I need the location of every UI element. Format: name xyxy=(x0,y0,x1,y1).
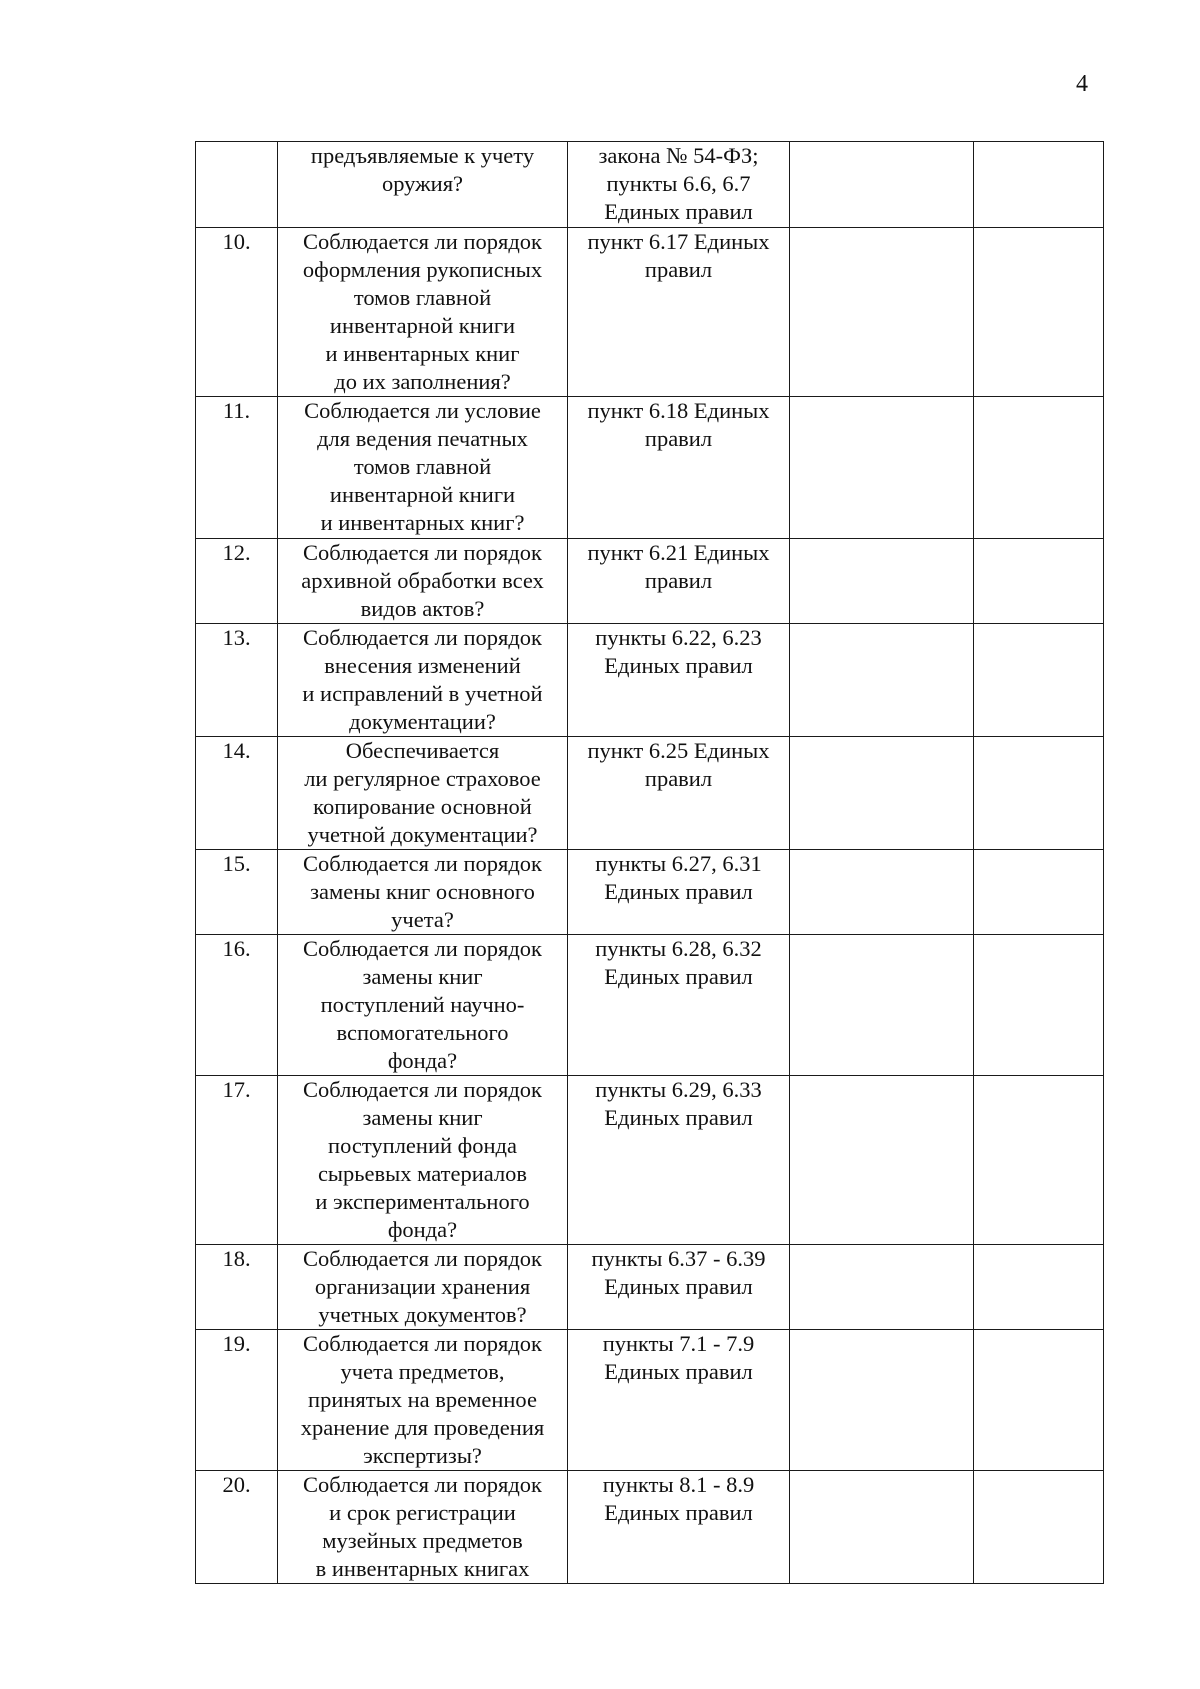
question-cell: Соблюдается ли порядок замены книг поступлений фонда сырьевых материалов и экспериментального фонда? xyxy=(278,1076,568,1245)
table-row xyxy=(196,228,1104,397)
note-cell xyxy=(974,539,1104,624)
reference-cell: пункты 6.29, 6.33 Единых правил xyxy=(568,1076,790,1245)
page-number: 4 xyxy=(1076,71,1088,97)
checklist-table xyxy=(195,141,1104,1584)
reference-cell: пункты 6.22, 6.23 Единых правил xyxy=(568,624,790,737)
answer-cell xyxy=(790,1245,974,1330)
answer-cell xyxy=(790,737,974,850)
answer-cell xyxy=(790,397,974,539)
question-cell: предъявляемые к учету оружия? xyxy=(278,142,568,228)
answer-cell xyxy=(790,1076,974,1245)
row-number: 12. xyxy=(196,539,278,624)
row-number: 17. xyxy=(196,1076,278,1245)
answer-cell xyxy=(790,1330,974,1471)
table-row xyxy=(196,397,1104,539)
table-row xyxy=(196,624,1104,737)
note-cell xyxy=(974,1330,1104,1471)
row-number: 13. xyxy=(196,624,278,737)
note-cell xyxy=(974,142,1104,228)
table-row xyxy=(196,1471,1104,1584)
row-number: 10. xyxy=(196,228,278,397)
question-cell: Соблюдается ли порядок замены книг поступлений научно- вспомогательного фонда? xyxy=(278,935,568,1076)
reference-cell: пункт 6.17 Единых правил xyxy=(568,228,790,397)
question-cell: Соблюдается ли порядок архивной обработки всех видов актов? xyxy=(278,539,568,624)
note-cell xyxy=(974,935,1104,1076)
row-number: 20. xyxy=(196,1471,278,1584)
note-cell xyxy=(974,850,1104,935)
question-cell: Соблюдается ли порядок и срок регистрации музейных предметов в инвентарных книгах xyxy=(278,1471,568,1584)
question-cell: Соблюдается ли порядок организации хранения учетных документов? xyxy=(278,1245,568,1330)
reference-cell: пункт 6.21 Единых правил xyxy=(568,539,790,624)
table-body xyxy=(196,142,1104,1584)
reference-cell: пункты 6.28, 6.32 Единых правил xyxy=(568,935,790,1076)
table-row xyxy=(196,1330,1104,1471)
question-cell: Соблюдается ли порядок оформления рукописных томов главной инвентарной книги и инвентарных книг до их заполнения? xyxy=(278,228,568,397)
answer-cell xyxy=(790,850,974,935)
table-row xyxy=(196,935,1104,1076)
answer-cell xyxy=(790,935,974,1076)
table-row xyxy=(196,1076,1104,1245)
reference-cell: пункты 6.27, 6.31 Единых правил xyxy=(568,850,790,935)
note-cell xyxy=(974,397,1104,539)
row-number: 18. xyxy=(196,1245,278,1330)
question-cell: Соблюдается ли условие для ведения печатных томов главной инвентарной книги и инвентарных книг? xyxy=(278,397,568,539)
row-number: 19. xyxy=(196,1330,278,1471)
note-cell xyxy=(974,737,1104,850)
answer-cell xyxy=(790,1471,974,1584)
row-number: 15. xyxy=(196,850,278,935)
note-cell xyxy=(974,624,1104,737)
row-number xyxy=(196,142,278,228)
reference-cell: закона № 54-ФЗ; пункты 6.6, 6.7 Единых правил xyxy=(568,142,790,228)
question-cell: Соблюдается ли порядок внесения изменений и исправлений в учетной документации? xyxy=(278,624,568,737)
table-row xyxy=(196,539,1104,624)
note-cell xyxy=(974,1245,1104,1330)
reference-cell: пункты 6.37 - 6.39 Единых правил xyxy=(568,1245,790,1330)
answer-cell xyxy=(790,539,974,624)
row-number: 14. xyxy=(196,737,278,850)
answer-cell xyxy=(790,624,974,737)
reference-cell: пункт 6.25 Единых правил xyxy=(568,737,790,850)
question-cell: Обеспечивается ли регулярное страховое копирование основной учетной документации? xyxy=(278,737,568,850)
answer-cell xyxy=(790,142,974,228)
row-number: 11. xyxy=(196,397,278,539)
answer-cell xyxy=(790,228,974,397)
question-cell: Соблюдается ли порядок замены книг основного учета? xyxy=(278,850,568,935)
table-row xyxy=(196,737,1104,850)
table-row xyxy=(196,850,1104,935)
note-cell xyxy=(974,1471,1104,1584)
note-cell xyxy=(974,228,1104,397)
note-cell xyxy=(974,1076,1104,1245)
table-row xyxy=(196,1245,1104,1330)
table-row xyxy=(196,142,1104,228)
reference-cell: пункты 8.1 - 8.9 Единых правил xyxy=(568,1471,790,1584)
question-cell: Соблюдается ли порядок учета предметов, принятых на временное хранение для проведения экспертизы? xyxy=(278,1330,568,1471)
reference-cell: пункт 6.18 Единых правил xyxy=(568,397,790,539)
reference-cell: пункты 7.1 - 7.9 Единых правил xyxy=(568,1330,790,1471)
row-number: 16. xyxy=(196,935,278,1076)
